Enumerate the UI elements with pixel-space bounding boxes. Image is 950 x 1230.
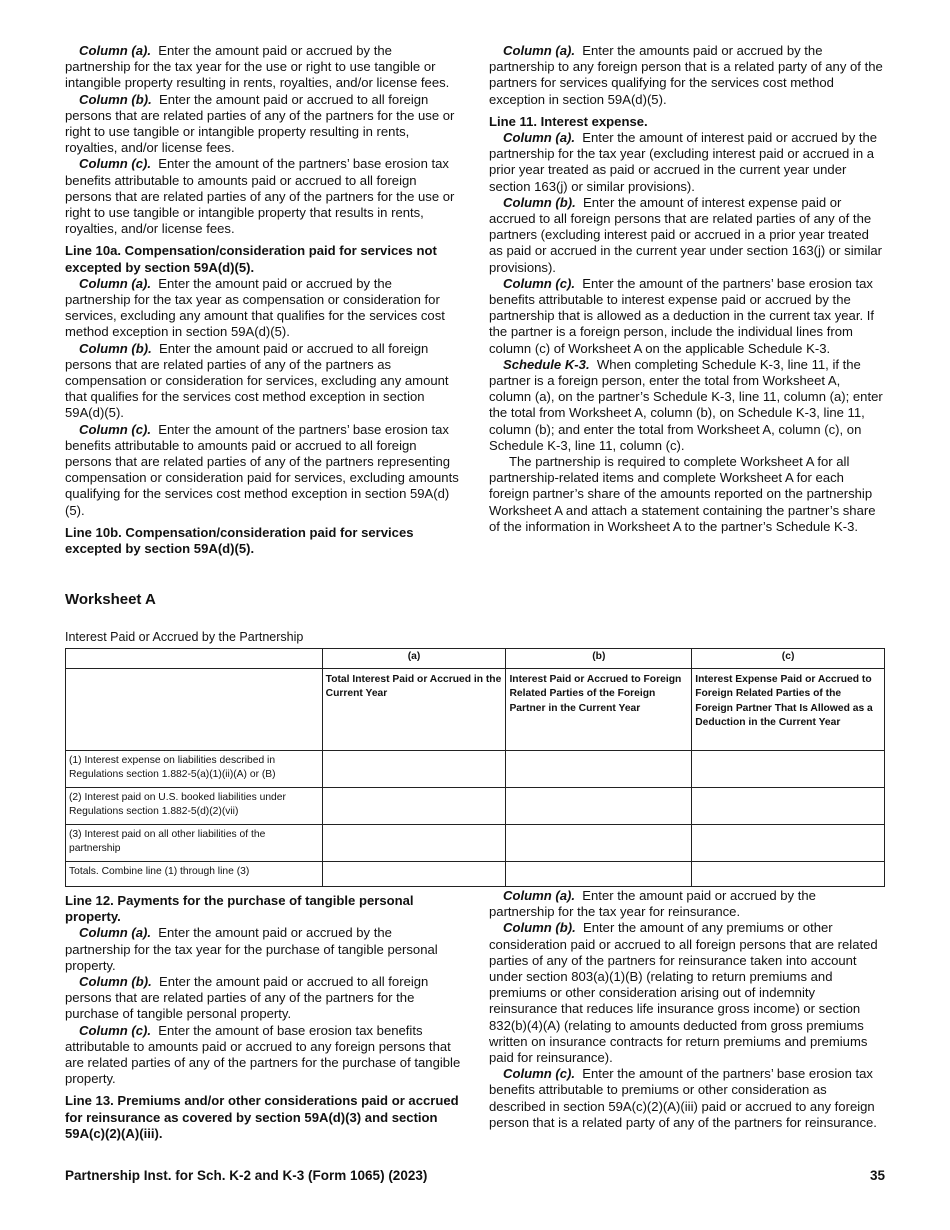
paragraph — [489, 276, 885, 357]
paragraph-lead: Column (b). — [79, 91, 152, 107]
column-letter: (a) — [322, 649, 506, 669]
paragraph-lead: Column (b). — [503, 920, 576, 936]
paragraph-lead: Column (c). — [503, 1066, 576, 1082]
input-cell[interactable] — [692, 862, 885, 887]
paragraph-lead: Column (a). — [79, 43, 152, 58]
input-cell[interactable] — [692, 751, 885, 788]
bottom-right-column — [489, 888, 885, 1131]
paragraph — [65, 341, 461, 422]
section-heading: Line 13. Premiums and/or other considerations paid or accrued for reinsurance as covered by section 59A(d)(3) and section 59A(c)(2)(A)(iii). — [65, 1093, 459, 1141]
paragraph-lead: Column (c). — [503, 275, 576, 291]
paragraph-lead: Column (a). — [503, 888, 576, 903]
empty-cell — [66, 649, 323, 669]
paragraph-text: Enter the amount paid or accrued to all foreign persons that are related parties of any of the partners for the purchase of tangible personal property. — [65, 974, 429, 1022]
input-cell[interactable] — [506, 862, 692, 887]
paragraph-lead: Column (b). — [79, 974, 152, 990]
section-heading: Line 12. Payments for the purchase of tangible personal property. — [65, 893, 414, 925]
section-heading: Line 11. Interest expense. — [489, 113, 648, 129]
worksheet-subtitle: Interest Paid or Accrued by the Partnership — [65, 630, 304, 644]
top-right-column — [489, 43, 885, 535]
paragraph-text: The partnership is required to complete Worksheet A for all partnership-related items and complete Worksheet A for each foreign partner’s share of the amounts reported on the partnership Worksheet A and attach a statement containing the partner’s share of the information in Worksheet A to the partner’s Schedule K-3. — [489, 454, 876, 534]
paragraph — [65, 974, 461, 1023]
paragraph-text: Enter the amount of the partners’ base erosion tax benefits attributable to premiums or other consideration as described in section 59A(c)(2)(A)(iii) paid or accrued to any foreign person that is a related party of any of the partners for reinsurance. — [489, 1066, 877, 1130]
column-header: Interest Paid or Accrued to Foreign Related Parties of the Foreign Partner in the Current Year — [506, 669, 692, 751]
paragraph-lead: Column (b). — [79, 340, 152, 356]
paragraph-lead: Column (a). — [79, 925, 152, 941]
paragraph — [489, 130, 885, 195]
table-row — [66, 862, 885, 887]
paragraph-text: Enter the amount paid or accrued to all foreign persons that are related parties of any of the partners as compensation or consideration for services, excluding any amount that qualifies for the services cost method exception in section 59A(d)(5). — [65, 340, 449, 421]
top-left-column — [65, 43, 461, 557]
paragraph — [65, 925, 461, 974]
table-row — [66, 788, 885, 825]
paragraph-text: Enter the amount paid or accrued by the partnership for the tax year as compensation or consideration for services, excluding any amount that qualifies for the services cost method exception in section 59A(d)(5). — [65, 275, 445, 340]
column-header: Interest Expense Paid or Accrued to Foreign Related Parties of the Foreign Partner That Is Allowed as a Deduction in the Current Year — [692, 669, 885, 751]
paragraph — [489, 357, 885, 454]
input-cell[interactable] — [322, 751, 506, 788]
paragraph — [489, 888, 885, 920]
section-heading: Line 10b. Compensation/consideration paid for services excepted by section 59A(d)(5). — [65, 524, 414, 557]
paragraph-lead: Column (c). — [79, 1022, 152, 1038]
footer-title: Partnership Inst. for Sch. K-2 and K-3 (Form 1065) (2023) — [65, 1168, 428, 1183]
paragraph — [65, 422, 461, 519]
paragraph — [489, 454, 885, 535]
row-label: (2) Interest paid on U.S. booked liabilities under Regulations section 1.882-5(d)(2)(vii) — [66, 788, 323, 825]
paragraph-text: Enter the amount of the partners’ base erosion tax benefits attributable to amounts paid or accrued to all foreign persons that are related parties of any of the partners representing compensation or consideration paid for services, excluding amounts qualifying for the services cost method exception in section 59A(d)(5). — [65, 421, 459, 518]
paragraph-text: When completing Schedule K-3, line 11, if the partner is a foreign person, enter the total from Worksheet A, column (a), on the partner’s Schedule K-3, line 11, column (a); enter the total from Worksheet A, column (b), on Schedule K-3, line 11, column (b); and enter the total from Worksheet A, column (c), on Schedule K-3, line 11, column (c). — [489, 356, 883, 453]
paragraph — [65, 156, 461, 237]
paragraph-lead: Column (c). — [79, 156, 152, 172]
paragraph-text: Enter the amount of the partners’ base erosion tax benefits attributable to interest expense paid or accrued by the partnership that is allowed as a deduction in the current tax year. If the partner is a foreign person, include the individual lines from column (c) of Worksheet A on the applicable Schedule K-3. — [489, 275, 875, 356]
column-letter: (c) — [692, 649, 885, 669]
input-cell[interactable] — [692, 788, 885, 825]
page-number: 35 — [869, 1168, 885, 1183]
input-cell[interactable] — [506, 751, 692, 788]
input-cell[interactable] — [506, 788, 692, 825]
paragraph — [489, 1066, 885, 1131]
paragraph — [65, 43, 461, 92]
paragraph-lead: Column (c). — [79, 421, 152, 437]
paragraph-text: Enter the amount paid or accrued by the partnership for the tax year for the purchase of tangible personal property. — [65, 925, 438, 973]
row-label: Totals. Combine line (1) through line (3) — [66, 862, 323, 887]
paragraph-text: Enter the amount of base erosion tax benefits attributable to amounts paid or accrued to any foreign persons that are related parties of any of the partners for the purchase of tangible property. — [65, 1022, 461, 1087]
paragraph-text: Enter the amount paid or accrued by the partnership for the tax year for reinsurance. — [489, 888, 816, 920]
bottom-left-column — [65, 893, 461, 1142]
input-cell[interactable] — [322, 825, 506, 862]
paragraph-text: Enter the amounts paid or accrued by the partnership to any foreign person that is a related party of any of the partners for services qualifying for the services cost method exception in section 59A(d)(5). — [489, 43, 883, 107]
paragraph-text: Enter the amount paid or accrued by the partnership for the tax year for the use or right to use tangible or intangible property resulting in rents, royalties, and/or license fees. — [65, 43, 450, 91]
column-header: Total Interest Paid or Accrued in the Current Year — [322, 669, 506, 751]
paragraph-text: Enter the amount paid or accrued to all foreign persons that are related parties of any of the partners for the use or right to use tangible or intangible property resulting in rents, royalties, and/or license fees. — [65, 91, 455, 156]
paragraph-text: Enter the amount of interest paid or accrued by the partnership for the tax year (excluding interest paid or accrued in a prior year treated as paid or accrued in the current year under section 163(j) or similar provisions). — [489, 130, 878, 194]
paragraph-lead: Column (a). — [503, 130, 576, 146]
paragraph-lead: Schedule K-3. — [503, 356, 590, 372]
paragraph-text: Enter the amount of interest expense paid or accrued to all foreign persons that are related parties of any of the partners (excluding interest paid or accrued in a prior year treated as paid or accrued in the current year under section 163(j) or similar provisions). — [489, 194, 882, 275]
input-cell[interactable] — [506, 825, 692, 862]
paragraph — [489, 920, 885, 1066]
section-heading: Line 10a. Compensation/consideration paid for services not excepted by section 59A(d)(5). — [65, 243, 437, 275]
worksheet-title: Worksheet A — [65, 591, 156, 608]
worksheet-table — [65, 648, 885, 887]
input-cell[interactable] — [322, 862, 506, 887]
paragraph-lead: Column (a). — [79, 275, 152, 291]
input-cell[interactable] — [322, 788, 506, 825]
paragraph-text: Enter the amount of any premiums or other consideration paid or accrued to all foreign persons that are related parties of any of the partners for reinsurance taken into account under section 803(a)(1)(B) (relating to return premiums and premiums or other consideration arising out of indemnity reinsurance that reduces life insurance gross income) or section 832(b)(4)(A) (relating to amounts deducted from gross premiums written on insurance contracts for return premiums and premiums paid for reinsurance). — [489, 920, 878, 1066]
paragraph — [65, 276, 461, 341]
input-cell[interactable] — [692, 825, 885, 862]
column-letter: (b) — [506, 649, 692, 669]
paragraph — [65, 1023, 461, 1088]
paragraph — [489, 43, 885, 108]
paragraph-lead: Column (a). — [503, 43, 576, 58]
table-row — [66, 825, 885, 862]
paragraph-text: Enter the amount of the partners’ base erosion tax benefits attributable to amounts paid or accrued to all foreign persons that are related parties of any of the partners for the use or right to use tangible or intangible property that results in rents, royalties, and/or license fees. — [65, 156, 455, 237]
paragraph — [65, 92, 461, 157]
row-label: (3) Interest paid on all other liabilities of the partnership — [66, 825, 323, 862]
table-row — [66, 751, 885, 788]
paragraph-lead: Column (b). — [503, 194, 576, 210]
row-label: (1) Interest expense on liabilities described in Regulations section 1.882-5(a)(1)(ii)(A) or (B) — [66, 751, 323, 788]
page-footer — [65, 1168, 885, 1184]
paragraph — [489, 195, 885, 276]
empty-cell — [66, 669, 323, 751]
